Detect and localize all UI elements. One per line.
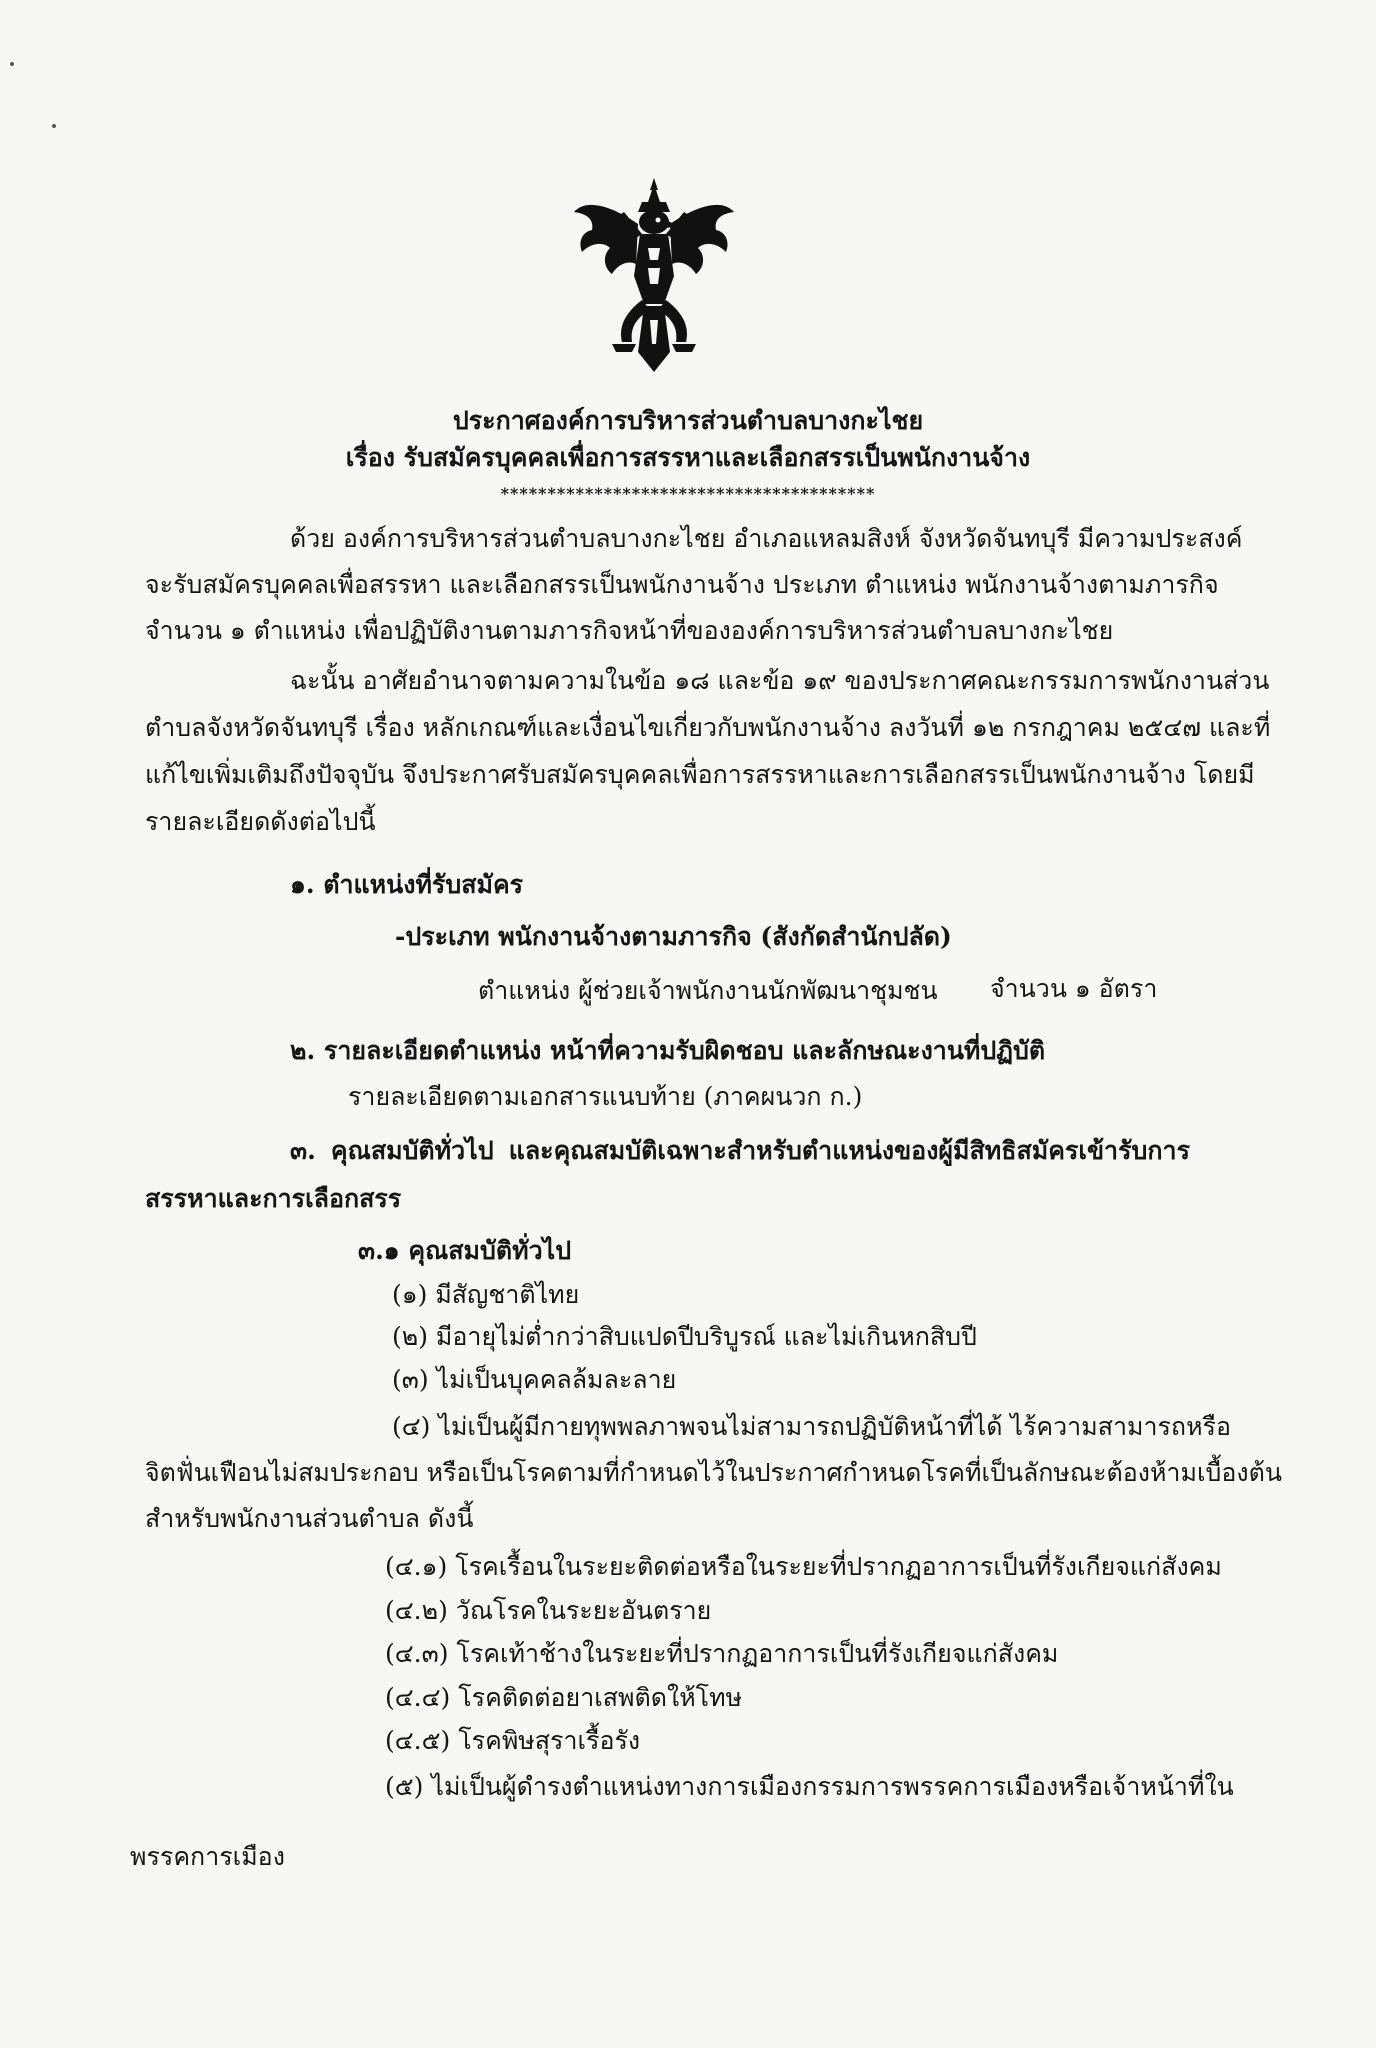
title-separator: **************************************** bbox=[500, 484, 876, 503]
section-1-heading: ๑. ตำแหน่งที่รับสมัคร bbox=[290, 870, 524, 899]
intro-line-1: ด้วย องค์การบริหารส่วนตำบลบางกะไชย อำเภอแหลมสิงห์ จังหวัดจันทบุรี มีความประสงค์ bbox=[290, 524, 1243, 553]
disease-item-4: (๔.๔) โรคติดต่อยาเสพติดให้โทษ bbox=[385, 1683, 743, 1712]
authority-line-1: ฉะนั้น อาศัยอำนาจตามความในข้อ ๑๘ และข้อ ๑๙ ของประกาศคณะกรรมการพนักงานส่วน bbox=[290, 666, 1270, 695]
qualification-item-5-line-2: พรรคการเมือง bbox=[130, 1842, 285, 1871]
section-3-heading-line-2: สรรหาและการเลือกสรร bbox=[145, 1184, 402, 1213]
qualification-item-4-line-3: สำหรับพนักงานส่วนตำบล ดังนี้ bbox=[145, 1504, 474, 1533]
section-2-heading: ๒. รายละเอียดตำแหน่ง หน้าที่ความรับผิดชอบ และลักษณะงานที่ปฏิบัติ bbox=[290, 1036, 1046, 1065]
qualification-item-4-line-1: (๔) ไม่เป็นผู้มีกายทุพพลภาพจนไม่สามารถปฏิบัติหน้าที่ได้ ไร้ความสามารถหรือ bbox=[392, 1412, 1231, 1441]
scan-speck bbox=[52, 124, 56, 128]
disease-item-2: (๔.๒) วัณโรคในระยะอันตราย bbox=[385, 1596, 712, 1625]
disease-item-5: (๔.๕) โรคพิษสุราเรื้อรัง bbox=[385, 1726, 641, 1755]
intro-line-2: จะรับสมัครบุคคลเพื่อสรรหา และเลือกสรรเป็นพนักงานจ้าง ประเภท ตำแหน่ง พนักงานจ้างตามภารกิจ bbox=[145, 570, 1219, 599]
disease-item-1: (๔.๑) โรคเรื้อนในระยะติดต่อหรือในระยะที่ปรากฏอาการเป็นที่รังเกียจแก่สังคม bbox=[385, 1552, 1222, 1581]
section-3-heading-line-1: ๓. คุณสมบัติทั่วไป และคุณสมบัติเฉพาะสำหรับตำแหน่งของผู้มีสิทธิสมัครเข้ารับการ bbox=[290, 1136, 1190, 1165]
section-2-detail: รายละเอียดตามเอกสารแนบท้าย (ภาคผนวก ก.) bbox=[348, 1082, 863, 1111]
title-line-2: เรื่อง รับสมัครบุคคลเพื่อการสรรหาและเลือกสรรเป็นพนักงานจ้าง bbox=[345, 443, 1031, 472]
intro-line-3: จำนวน ๑ ตำแหน่ง เพื่อปฏิบัติงานตามภารกิจหน้าที่ขององค์การบริหารส่วนตำบลบางกะไชย bbox=[145, 616, 1114, 645]
section-1-count: จำนวน ๑ อัตรา bbox=[990, 974, 1158, 1003]
authority-line-3: แก้ไขเพิ่มเติมถึงปัจจุบัน จึงประกาศรับสมัครบุคคลเพื่อการสรรหาและการเลือกสรรเป็นพนักงานจ้าง โดยมี bbox=[145, 760, 1255, 789]
title-line-1: ประกาศองค์การบริหารส่วนตำบลบางกะไชย bbox=[452, 406, 924, 435]
qualification-item-4-line-2: จิตฟั่นเฟือนไม่สมประกอบ หรือเป็นโรคตามที่กำหนดไว้ในประกาศกำหนดโรคที่เป็นลักษณะต้องห้ามเบื้องต้น bbox=[145, 1458, 1282, 1487]
qualification-item-5-line-1: (๕) ไม่เป็นผู้ดำรงตำแหน่งทางการเมืองกรรมการพรรคการเมืองหรือเจ้าหน้าที่ใน bbox=[385, 1772, 1234, 1801]
disease-item-3: (๔.๓) โรคเท้าช้างในระยะที่ปรากฏอาการเป็นที่รังเกียจแก่สังคม bbox=[385, 1639, 1059, 1668]
authority-line-4: รายละเอียดดังต่อไปนี้ bbox=[145, 807, 376, 836]
section-1-type: -ประเภท พนักงานจ้างตามภารกิจ (สังกัดสำนักปลัด) bbox=[395, 922, 952, 951]
qualification-item-3: (๓) ไม่เป็นบุคคลล้มละลาย bbox=[392, 1365, 677, 1394]
section-3-1-heading: ๓.๑ คุณสมบัติทั่วไป bbox=[358, 1236, 572, 1265]
scan-speck bbox=[10, 62, 14, 66]
authority-line-2: ตำบลจังหวัดจันทบุรี เรื่อง หลักเกณฑ์และเงื่อนไขเกี่ยวกับพนักงานจ้าง ลงวันที่ ๑๒ กรกฎาคม ๒๕๔๗ และที่ bbox=[145, 713, 1271, 742]
qualification-item-2: (๒) มีอายุไม่ต่ำกว่าสิบแปดปีบริบูรณ์ และไม่เกินหกสิบปี bbox=[392, 1322, 977, 1351]
garuda-emblem-icon bbox=[572, 176, 736, 372]
qualification-item-1: (๑) มีสัญชาติไทย bbox=[392, 1280, 580, 1309]
section-1-position: ตำแหน่ง ผู้ช่วยเจ้าพนักงานนักพัฒนาชุมชน bbox=[478, 976, 938, 1005]
